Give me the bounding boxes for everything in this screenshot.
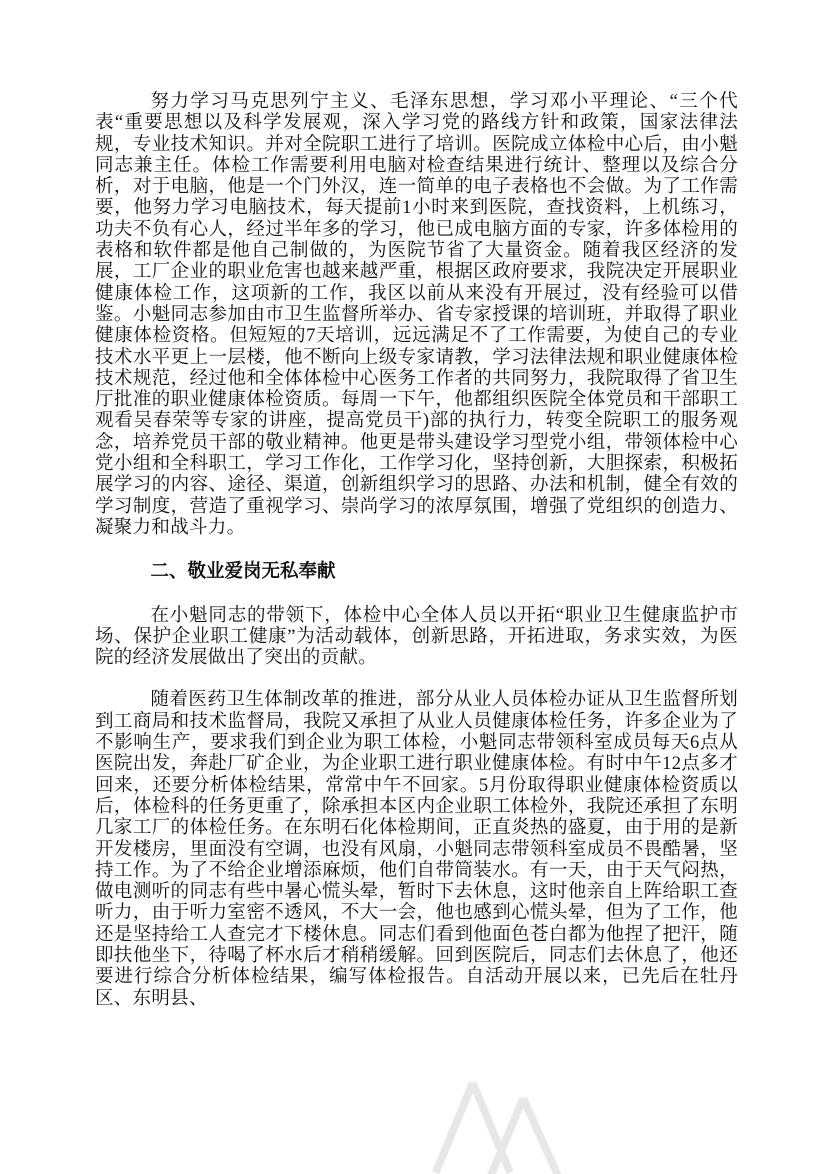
watermark-logo-icon	[378, 1078, 618, 1174]
section-heading: 二、敬业爱岗无私奉献	[150, 562, 336, 583]
document-body	[95, 92, 738, 1031]
body-paragraph-1: 努力学习马克思列宁主义、毛泽东思想，学习邓小平理论、“三个代表“重要思想以及科学发展观，深入学习党的路线方针和政策，国家法律法规，专业技术知识。并对全院职工进行了培训。医院成立体检中心后，由小魁同志兼主任。体检工作需要利用电脑对检查结果进行统计、整理以及综合分析，对于电脑，他是一个门外汉，连一简单的电子表格也不会做。为了工作需要，他努力学习电脑技术，每天提前1小时来到医院，查找资料，上机练习，功夫不负有心人，经过半年多的学习，他已成电脑方面的专家，许多体检用的表格和软件都是他自己制做的，为医院节省了大量资金。随着我区经济的发展，工厂企业的职业危害也越来越严重，根据区政府要求，我院决定开展职业健康体检工作，这项新的工作，我区以前从来没有开展过，没有经验可以借鉴。小魁同志参加由市卫生监督所举办、省专家授课的培训班，并取得了职业健康体检资格。但短短的7天培训，远远满足不了工作需要，为使自己的专业技术水平更上一层楼，他不断向上级专家请教，学习法律法规和职业健康体检技术规范，经过他和全体体检中心医务工作者的共同努力，我院取得了省卫生厅批准的职业健康体检资质。每周一下午，他都组织医院全体党员和干部职工观看吴春荣等专家的讲座，提高党员干)部的执行力，转变全院职工的服务观念，培养党员干部的敬业精神。他更是带头建设学习型党小组，带领体检中心党小组和全科职工，学习工作化，工作学习化，坚持创新，大胆探索，积极拓展学习的内容、途径、渠道，创新组织学习的思路、办法和机制，健全有效的学习制度，营造了重视学习、崇尚学习的浓厚氛围，增强了党组织的创造力、凝聚力和战斗力。	[95, 92, 738, 538]
body-paragraph-3: 随着医药卫生体制改革的推进，部分从业人员体检办证从卫生监督所划到工商局和技术监督局，我院又承担了从业人员健康体检任务，许多企业为了不影响生产，要求我们到企业为职工体检，小魁同志带领科室成员每天6点从医院出发，奔赴厂矿企业，为企业职工进行职业健康体检。有时中午12点多才回来，还要分析体检结果，常常中午不回家。5月份取得职业健康体检资质以后，体检科的任务更重了，除承担本区内企业职工体检外，我院还承担了东明几家工厂的体检任务。在东明石化体检期间，正直炎热的盛夏，由于用的是新开发楼房，里面没有空调，也没有风扇，小魁同志带领科室成员不畏酷暑，坚持工作。为了不给企业增添麻烦，他们自带筒装水。有一天，由于天气闷热，做电测听的同志有些中暑心慌头晕，暂时下去休息，这时他亲自上阵给职工查听力，由于听力室密不透风，不大一会，他也感到心慌头晕，但为了工作，他还是坚持给工人查完才下楼休息。同志们看到他面色苍白都为他捏了把汗，随即扶他坐下，待喝了杯水后才稍稍缓解。回到医院后，同志们去休息了，他还要进行综合分析体检结果，编写体检报告。自活动开展以来，已先后在牡丹区、东明县、	[95, 690, 738, 1009]
body-paragraph-2: 在小魁同志的带领下，体检中心全体人员以开拓“职业卫生健康监护市场、保护企业职工健康”为活动载体，创新思路，开拓进取，务求实效，为医院的经济发展做出了突出的贡献。	[95, 605, 738, 669]
